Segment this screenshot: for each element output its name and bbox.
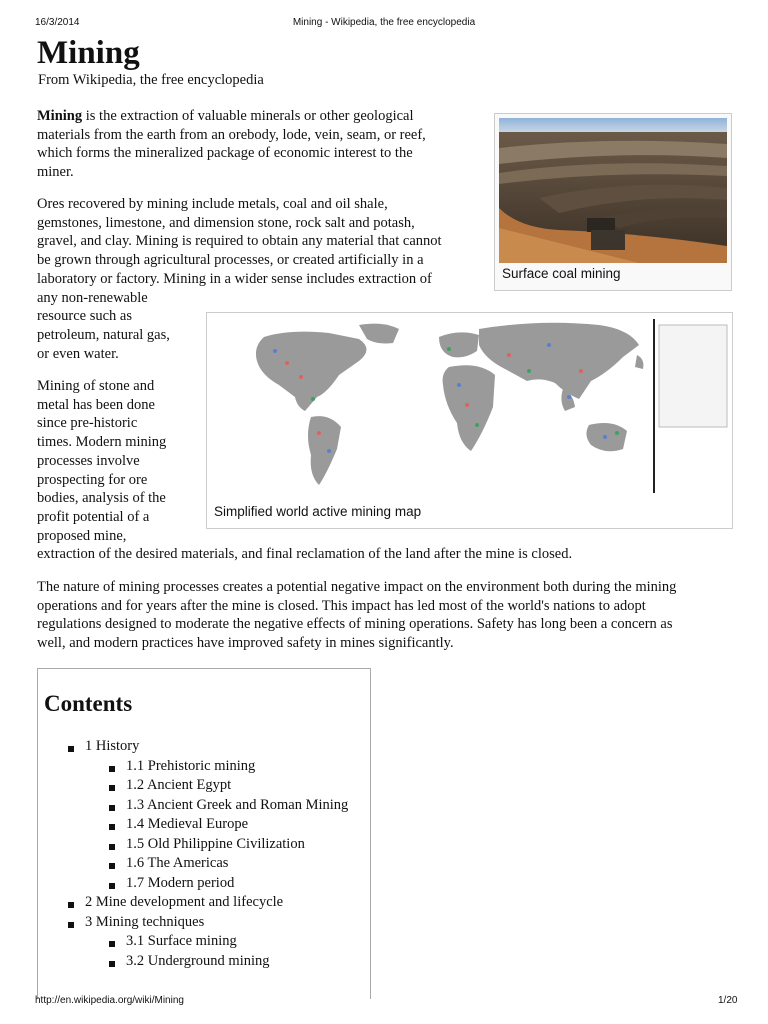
print-url: http://en.wikipedia.org/wiki/Mining	[35, 995, 184, 1006]
toc-link[interactable]: 1.3 Ancient Greek and Roman Mining	[126, 796, 349, 813]
world-mining-map[interactable]	[209, 315, 729, 495]
toc-link[interactable]: 3 Mining techniques	[85, 913, 205, 930]
table-of-contents	[37, 668, 371, 999]
toc-link[interactable]: 1.2 Ancient Egypt	[126, 777, 232, 793]
photo-caption: Surface coal mining	[502, 266, 621, 281]
photo-figure	[494, 113, 732, 291]
toc-link[interactable]: 1.7 Modern period	[126, 874, 235, 891]
toc-link[interactable]: 1.6 The Americas	[126, 855, 229, 871]
intro-paragraph: Mining is the extraction of valuable minerals or other geological materials from the earth from an orebody, lode, vein, seam, or reef, which forms the mineralized package of economic interest to the miner.	[37, 108, 426, 181]
page-title: Mining	[37, 35, 140, 71]
impact-paragraph: The nature of mining processes creates a potential negative impact on the environment both during the mining operations and for years after the mine is closed. This impact has led most of the world's nations to adopt regulations designed to moderate the negative effects of mining operations. Safety has long been a concern as well, and modern practices have improved safety in mines significantly.	[37, 579, 677, 652]
map-caption: Simplified world active mining map	[214, 504, 422, 519]
toc-bullet	[109, 941, 115, 947]
toc-link[interactable]: 1.5 Old Philippine Civilization	[126, 835, 305, 852]
toc-bullet	[68, 902, 74, 908]
toc-link[interactable]: 1 History	[85, 738, 140, 754]
page-number: 1/20	[718, 995, 738, 1006]
toc-link[interactable]: 1.1 Prehistoric mining	[126, 757, 256, 774]
toc-link[interactable]: 2 Mine development and lifecycle	[85, 894, 284, 910]
toc-bullet	[109, 883, 115, 889]
print-title: Mining - Wikipedia, the free encyclopedia	[292, 17, 476, 28]
history-paragraph: Mining of stone and metal has been done since pre-historic times. Modern mining processes involve prospecting for ore bodies, analysis of the profit potential of a proposed mine, extraction of the desired materials, and final reclamation of the land after the mine is closed.	[37, 378, 573, 563]
toc-bullet	[109, 844, 115, 850]
ores-paragraph: Ores recovered by mining include metals, coal and oil shale, gemstones, limestone, and dimension stone, rock salt and potash, gravel, and clay. Mining is required to obtain any material that cannot be grown through agricultural processes, or created artificially in a laboratory or factory. Mining in a wider sense includes extraction of any non-renewable resource such as petroleum, natural gas, or even water.	[37, 196, 442, 362]
toc-bullet	[109, 824, 115, 830]
page-subtitle: From Wikipedia, the free encyclopedia	[38, 72, 264, 88]
toc-bullet	[109, 766, 115, 772]
toc-link[interactable]: 3.1 Surface mining	[126, 933, 237, 949]
toc-bullet	[68, 746, 74, 752]
toc-link[interactable]: 1.4 Medieval Europe	[126, 816, 249, 832]
toc-bullet	[109, 961, 115, 967]
toc-link[interactable]: 3.2 Underground mining	[126, 952, 270, 969]
print-date: 16/3/2014	[35, 17, 80, 28]
toc-bullet	[109, 805, 115, 811]
map-figure	[206, 312, 733, 529]
toc-bullet	[68, 922, 74, 928]
toc-bullet	[109, 863, 115, 869]
toc-bullet	[109, 785, 115, 791]
surface-coal-mine-photo[interactable]	[499, 118, 727, 263]
toc-title: Contents	[44, 691, 133, 716]
intro-bold-term: Mining	[37, 108, 83, 124]
